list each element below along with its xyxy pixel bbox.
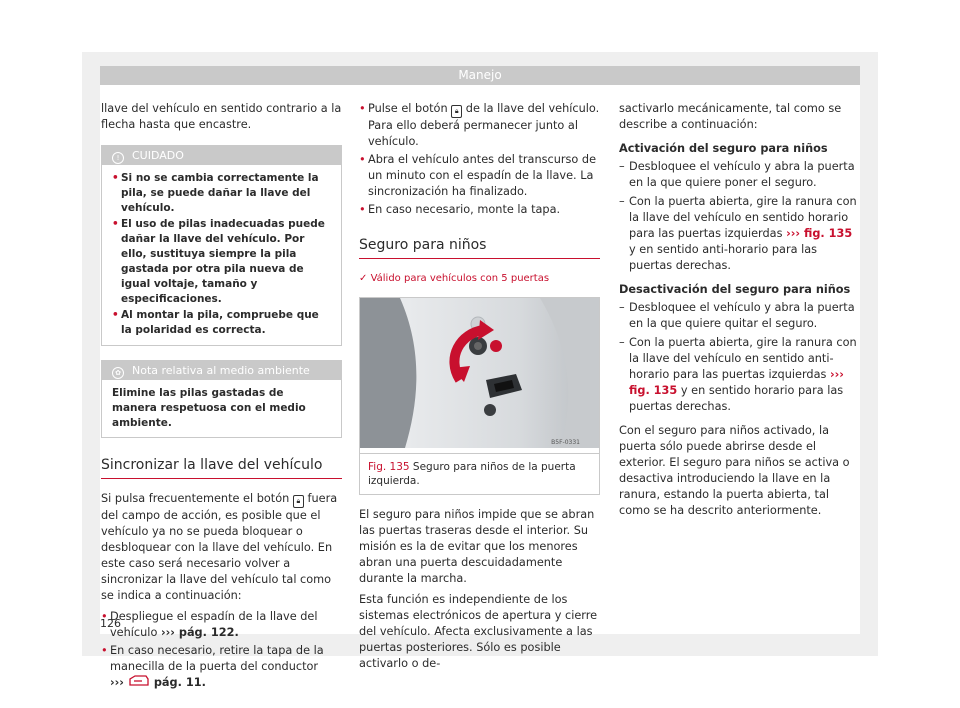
caution-box (101, 145, 342, 346)
activation-step: – Desbloquee el vehículo y abra la puerta en la que quiere poner el seguro. (619, 159, 860, 191)
ref-arrow: ››› (110, 676, 124, 689)
sync-step (359, 101, 600, 150)
deactivation-step (619, 335, 860, 415)
caution-item: • Al montar la pila, compruebe que la polaridad es correcta. (112, 308, 331, 338)
sync-step-text: de la llave del vehículo. Para ello deberá permanecer junto al vehículo. (368, 102, 600, 148)
ref-page: pág. 11. (153, 676, 206, 689)
column-1 (101, 101, 342, 693)
intro-text: llave del vehículo en sentido contrario a la flecha hasta que encastre. (101, 102, 342, 131)
figure-label: Fig. 135 (368, 461, 410, 473)
activation-step (619, 194, 860, 274)
figure-135 (359, 297, 600, 495)
figure-caption (360, 453, 599, 494)
page-ref-link[interactable] (110, 675, 342, 691)
sync-step-text: Despliegue el espadín de la llave del vehículo (110, 610, 318, 639)
figure-ref-link[interactable]: ››› fig. 135 (629, 368, 844, 397)
sync-step-text: En caso necesario, retire la tapa de la manecilla de la puerta del conductor (110, 644, 324, 673)
sync-step-text: Pulse el botón (368, 102, 448, 115)
sync-step: • Abra el vehículo antes del transcurso de un minuto con el espadín de la llave. La sincronización ha finalizado. (359, 152, 600, 200)
sync-para-end: fuera del campo de acción, es posible que el vehículo ya no se pueda bloquear o desbloquear con la llave del vehículo. En este caso será necesario volver a sincronizar la llave del vehículo tal como se indica a continuación: (101, 492, 338, 602)
step-text: y en sentido horario para las puertas derechas. (629, 384, 844, 413)
caution-title: CUIDADO (132, 149, 184, 162)
validity-text: Válido para vehículos con 5 puertas (370, 273, 550, 284)
caution-body (102, 165, 341, 345)
intro-text: sactivarlo mecánicamente, tal como se describe a continuación: (619, 102, 842, 131)
figure-code: B5F-0331 (551, 439, 580, 446)
column-2 (359, 101, 600, 677)
sync-step: • En caso necesario, monte la tapa. (359, 202, 600, 218)
environment-note-title: Nota relativa al medio ambiente (132, 364, 310, 377)
validity-note (359, 271, 600, 287)
closing-paragraph: Con el seguro para niños activado, la puerta sólo puede abrirse desde el exterior. El seguro para niños se activa o desactiva introduciendo la llave en la ranura, estando la puerta abierta, tal como se ha descrito anteriormente. (619, 424, 850, 517)
environment-icon: ✿ (112, 367, 124, 379)
child-lock-paragraph: El seguro para niños impide que se abran las puertas traseras desde el interior. Su misión es la de evitar que los menores abran una puerta descuidadamente durante la marcha. (359, 508, 595, 585)
page-ref-link[interactable]: ››› pág. 122. (160, 626, 239, 639)
lock-button-icon: 🔒︎ (293, 495, 304, 508)
column-3 (619, 101, 860, 524)
deactivation-step: – Desbloquee el vehículo y abra la puerta en la que quiere quitar el seguro. (619, 300, 860, 332)
step-text: y en sentido anti-horario para las puertas derechas. (629, 243, 818, 272)
child-lock-illustration (360, 298, 599, 448)
sync-step (101, 609, 342, 641)
environment-note-body: Elimine las pilas gastadas de manera respetuosa con el medio ambiente. (112, 387, 306, 429)
step-text: Con la puerta abierta, gire la ranura con la llave del vehículo en sentido anti-horario para las puertas izquierdas (629, 336, 857, 381)
caution-item: • El uso de pilas inadecuadas puede dañar la llave del vehículo. Por ello, sustituya siempre la pila gastada por otra pila nueva de igual voltaje, tamaño y especificaciones. (112, 217, 331, 307)
environment-note-header (102, 361, 341, 380)
section-title-sync: Sincronizar la llave del vehículo (101, 456, 342, 479)
figure-ref-link[interactable]: ››› fig. 135 (786, 227, 853, 240)
activation-title: Activación del seguro para niños (619, 142, 828, 155)
page-number: 126 (100, 617, 121, 630)
environment-note-box (101, 360, 342, 438)
deactivation-title: Desactivación del seguro para niños (619, 283, 851, 296)
page-header: Manejo (100, 66, 860, 85)
step-text: Con la puerta abierta, gire la ranura con la llave del vehículo en sentido horario para las puertas izquierdas (629, 195, 857, 240)
car-door-icon (128, 675, 150, 687)
sync-paragraph (101, 491, 342, 604)
caution-header (102, 146, 341, 165)
child-lock-paragraph: Esta función es independiente de los sistemas electrónicos de apertura y cierre del vehículo. Afecta exclusivamente a las puertas posteriores. Sólo es posible activarlo o de- (359, 593, 598, 670)
warning-icon: ! (112, 152, 124, 164)
check-icon: ✓ (359, 273, 368, 284)
sync-para-start: Si pulsa frecuentemente el botón (101, 492, 290, 505)
lock-button-icon: 🔒︎ (451, 105, 462, 118)
sync-step (101, 643, 342, 691)
figure-caption-text: Seguro para niños de la puerta izquierda. (368, 461, 576, 487)
section-title-child-lock: Seguro para niños (359, 236, 600, 259)
caution-item: • Si no se cambia correctamente la pila, se puede dañar la llave del vehículo. (112, 171, 331, 216)
